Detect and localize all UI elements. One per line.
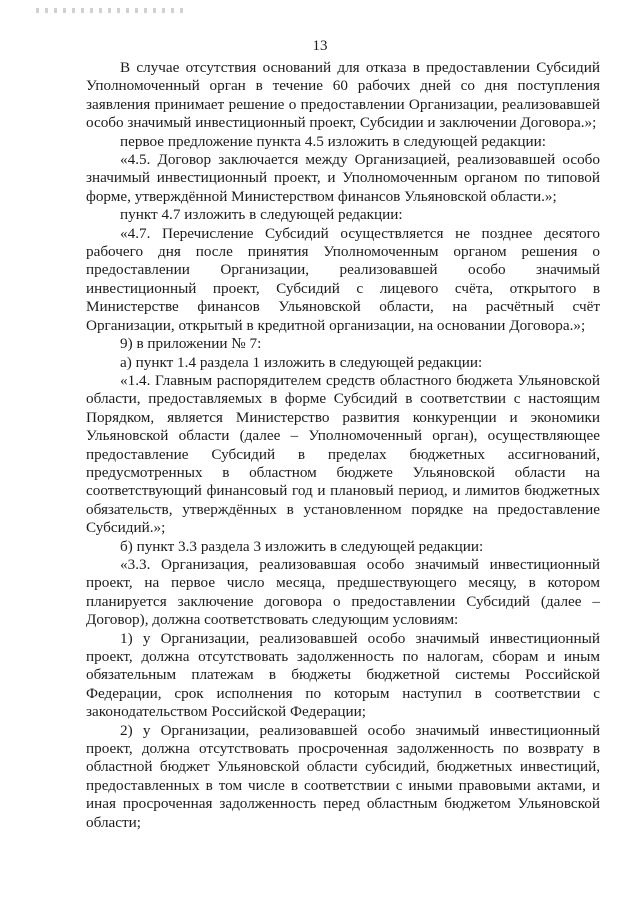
paragraph-instruction-4-7: пункт 4.7 изложить в следующей редакции: xyxy=(120,206,403,224)
paragraph-instruction-3-3: б) пункт 3.3 раздела 3 изложить в следующей редакции: xyxy=(120,537,484,555)
scan-artifact xyxy=(36,8,186,13)
paragraph-refusal-absence: В случае отсутствия оснований для отказа в предоставлении Субсидий Уполномоченный орган в течение 60 рабочих дней со дня поступления заявления принимает решение о предоставлении Организации, реализовавшей особо значимый инвестиционный проект, Субсидии и заключении Договора.»; xyxy=(86,59,600,132)
paragraph-condition-1: 1) у Организации, реализовавшей особо значимый инвестиционный проект, должна отсутствовать задолженность по налогам, сборам и иным обязательным платежам в бюджеты бюджетной системы Российской Федерации, срок исполнения по которым наступил в соответствии с законодательством Российской Федерации; xyxy=(86,629,600,721)
paragraph-clause-4-7: «4.7. Перечисление Субсидий осуществляется не позднее десятого рабочего дня после принятия Уполномоченным органом решения о предоставлении Организации, реализовавшей особо значимый инвестиционный проект, Субсидий с лицевого счёта, открытого в Министерстве финансов Ульяновской области, на расчётный счёт Организации, открытый в кредитной организации, на основании Договора.»; xyxy=(86,224,600,334)
document-body xyxy=(86,59,600,832)
paragraph-clause-4-5: «4.5. Договор заключается между Организацией, реализовавшей особо значимый инвестиционный проект, и Уполномоченным органом по типовой форме, утверждённой Министерством финансов Ульяновской области.»; xyxy=(86,151,600,205)
paragraph-appendix-7: 9) в приложении № 7: xyxy=(120,335,262,353)
page-number: 13 xyxy=(312,38,328,54)
paragraph-clause-1-4: «1.4. Главным распорядителем средств областного бюджета Ульяновской области, предоставляемых в форме Субсидий в соответствии с настоящим Порядком, является Министерство развития конкуренции и экономики Ульяновской области (далее – Уполномоченный орган), осуществляющее предоставление Субсидий в пределах бюджетных ассигнований, предусмотренных в областном бюджете Ульяновской области на соответствующий финансовый год и плановый период, и лимитов бюджетных обязательств, утверждённых в установленном порядке на предоставление Субсидий.»; xyxy=(86,371,600,537)
paragraph-instruction-4-5: первое предложение пункта 4.5 изложить в следующей редакции: xyxy=(120,132,546,150)
paragraph-instruction-1-4: а) пункт 1.4 раздела 1 изложить в следующей редакции: xyxy=(120,353,483,371)
paragraph-condition-2: 2) у Организации, реализовавшей особо значимый инвестиционный проект, должна отсутствовать просроченная задолженность по возврату в областной бюджет Ульяновской области субсидий, бюджетных инвестиций, предоставленных в том числе в соответствии с иными правовыми актами, и иная просроченная задолженность перед областным бюджетом Ульяновской области; xyxy=(86,721,600,831)
paragraph-clause-3-3: «3.3. Организация, реализовавшая особо значимый инвестиционный проект, на первое число месяца, предшествующего месяцу, в котором планируется заключение договора о предоставлении Субсидий (далее – Договор), должна соответствовать следующим условиям: xyxy=(86,555,600,629)
